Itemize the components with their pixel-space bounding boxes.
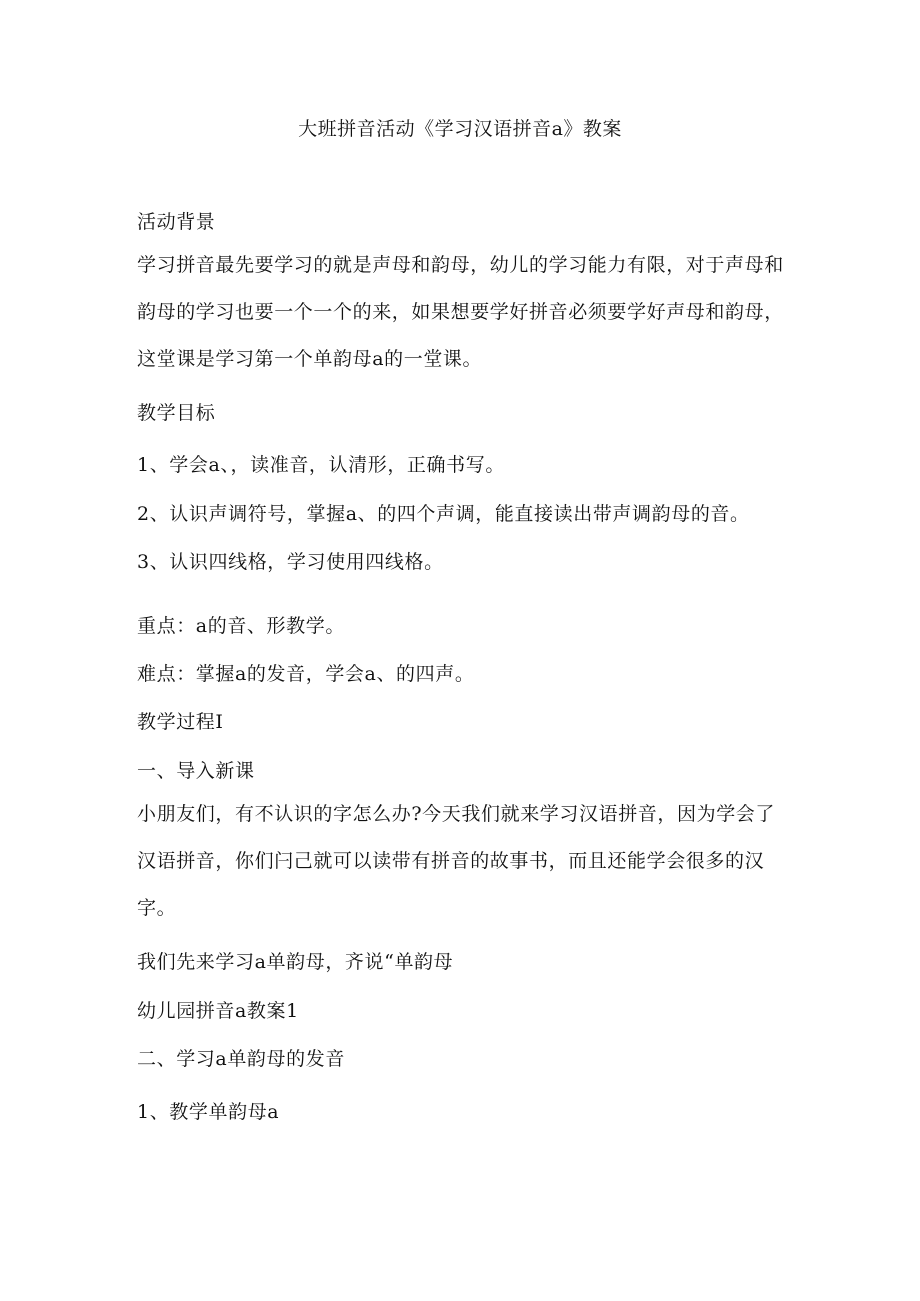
intro-paragraph-continued: 我们先来学习a单韵母，齐说“单韵母 xyxy=(137,951,454,973)
section-intro-heading: 一、导入新课 xyxy=(137,760,255,782)
key-point: 重点：a的音、形教学。 xyxy=(137,615,345,637)
section-pronunciation-heading: 二、学习a单韵母的发音 xyxy=(137,1048,345,1070)
heading-process: 教学过程I xyxy=(137,711,224,733)
heading-goals: 教学目标 xyxy=(137,402,216,424)
difficult-point: 难点：掌握a的发音，学会a、的四声。 xyxy=(137,663,475,685)
intro-paragraph: 小朋友们，有不认识的字怎么办?今天我们就来学习汉语拼音，因为学会了汉语拼音，你们闩己就可以读带有拼音的故事书，而且还能学会很多的汉字。 xyxy=(137,803,775,919)
document-title: 大班拼音活动《学习汉语拼音a》教案 xyxy=(298,118,622,140)
step-item-1: 1、教学单韵母a xyxy=(137,1101,280,1123)
footer-reference: 幼儿园拼音a教案1 xyxy=(137,1000,299,1022)
background-paragraph: 学习拼音最先要学习的就是声母和韵母，幼儿的学习能力有限，对于声母和韵母的学习也要一个一个的来，如果想要学好拼音必须要学好声母和韵母，这堂课是学习第一个单韵母a的一堂课。 xyxy=(137,254,784,370)
heading-background: 活动背景 xyxy=(137,211,216,233)
goal-item-2: 2、认识声调符号，掌握a、的四个声调，能直接读出带声调韵母的音。 xyxy=(137,503,750,525)
goal-item-1: 1、学会a、，读准音，认清形，正确书写。 xyxy=(137,454,505,476)
goal-item-3: 3、认识四线格，学习使用四线格。 xyxy=(137,551,444,573)
